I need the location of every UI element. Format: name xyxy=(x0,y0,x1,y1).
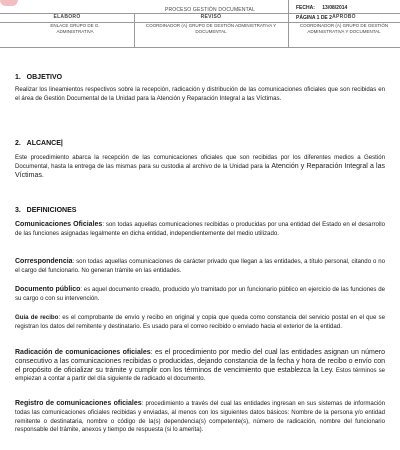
definition-text: : son todas aquellas comunicaciones de carácter privado que llegan a las entidades, a título personal, citando o no el cargo del funcionario. No generan trámite en las entidades. xyxy=(15,258,385,274)
alcance-text-part: Este procedimiento abarca la recepción de las comunicaciones oficiales que son recibidas por los diferentes medios a Gestión Documental, hasta la entrega de las mismas para su custodia al archivo de la Unidad para la xyxy=(15,154,385,170)
role-elaboro-title: ELABORÓ xyxy=(53,14,81,20)
fecha-label: FECHA: xyxy=(296,5,315,11)
fecha-field xyxy=(296,5,347,11)
definition-text-emphasis: : es el procedimiento por medio del cual las entidades asignan un número consecutivo a las comunicaciones recibidas o producidas, dejando constancia de la fecha y hora de recibo o envío con el propósito de oficializar su trámite y cumplir con los términos de vencimiento que establezca la Ley. xyxy=(15,349,385,374)
definition-term: Comunicaciones Oficiales xyxy=(15,221,103,228)
section-title-definiciones: 3. DEFINICIONES xyxy=(15,207,77,214)
definition-text: Estos términos se empiezan a contar a partir del día siguiente de radicado el documento. xyxy=(15,366,386,383)
definition-item xyxy=(15,286,385,304)
definition-item xyxy=(15,349,385,384)
section-title-objetivo: 1. OBJETIVO xyxy=(15,74,63,81)
section-title-alcance: 2. ALCANCE| xyxy=(15,140,63,147)
role-reviso-name: COORDINADOR (A) GRUPO DE GESTIÓN ADMINISTRATIVA Y DOCUMENTAL xyxy=(145,23,277,34)
definition-item xyxy=(15,221,385,239)
definition-term: Registro de comunicaciones oficiales xyxy=(15,400,142,407)
definition-text: : es el comprobante de envío y recibo en original y copia que queda como constancia del servicio postal en el que se registran los datos del remitente y destinatario. Es usado para el correo recibido o enviado hacia el exterior de la entidad. xyxy=(15,314,385,330)
definition-term: Radicación de comunicaciones oficiales xyxy=(15,349,151,356)
role-aprobo-name: COORDINADOR (A) GRUPO DE GESTIÓN ADMINISTRATIVA Y DOCUMENTAL xyxy=(299,23,389,34)
definition-text: : son todas aquellas comunicaciones recibidas o producidas por una entidad del Estado en el desarrollo de las funciones asignadas legalmente en dicha entidad, independientemente del medio utilizado. xyxy=(15,221,385,237)
role-reviso-title: REVISÓ xyxy=(200,14,222,20)
fecha-value: 13/08/2014 xyxy=(322,5,348,11)
role-aprobo-title: APROBÓ xyxy=(332,14,356,20)
role-elaboro-name: ENLACE GRUPO DE G. ADMINISTRATIVA xyxy=(50,23,100,34)
definition-text: : es aquel documento creado, producido y/o tramitado por un funcionario público en ejercicio de las funciones de su cargo o con su intervención. xyxy=(15,286,385,302)
definition-item xyxy=(15,314,385,332)
definition-text: : procedimiento a través del cual las entidades ingresan en sus sistemas de información todas las comunicaciones oficiales recibidas y enviadas, al menos con los siguientes datos básicos: Nombre de la persona y/o entidad remitente o destinataria, nombre o código de la(s) dependencia(s) competente(s), número de radicación, nombre del funcionario responsable del trámite, anexos y tiempo de respuesta (si lo amerita). xyxy=(15,400,386,434)
section-text-alcance xyxy=(15,154,385,180)
page-indicator: PÁGINA 1 DE 2 xyxy=(296,15,332,21)
process-name: PROCESO GESTIÓN DOCUMENTAL xyxy=(164,7,256,13)
alcance-text-emphasis: Atención y Reparación Integral a las Víctimas. xyxy=(15,162,385,179)
definition-term: Documento público xyxy=(15,286,81,293)
definition-term: Guía de recibo xyxy=(15,314,59,321)
logo-fragment xyxy=(0,0,18,6)
definition-term: Correspondencia xyxy=(15,258,73,265)
header-rule-bottom xyxy=(0,47,400,48)
definition-item xyxy=(15,400,385,435)
section-text-objetivo: Realizar los lineamientos respectivos sobre la recepción, radicación y distribución de las comunicaciones oficiales que son recibidas en el área de Gestión Documental de la Unidad para la Atención y Reparación Integral a las Víctimas. xyxy=(15,86,385,102)
definition-item xyxy=(15,258,385,276)
